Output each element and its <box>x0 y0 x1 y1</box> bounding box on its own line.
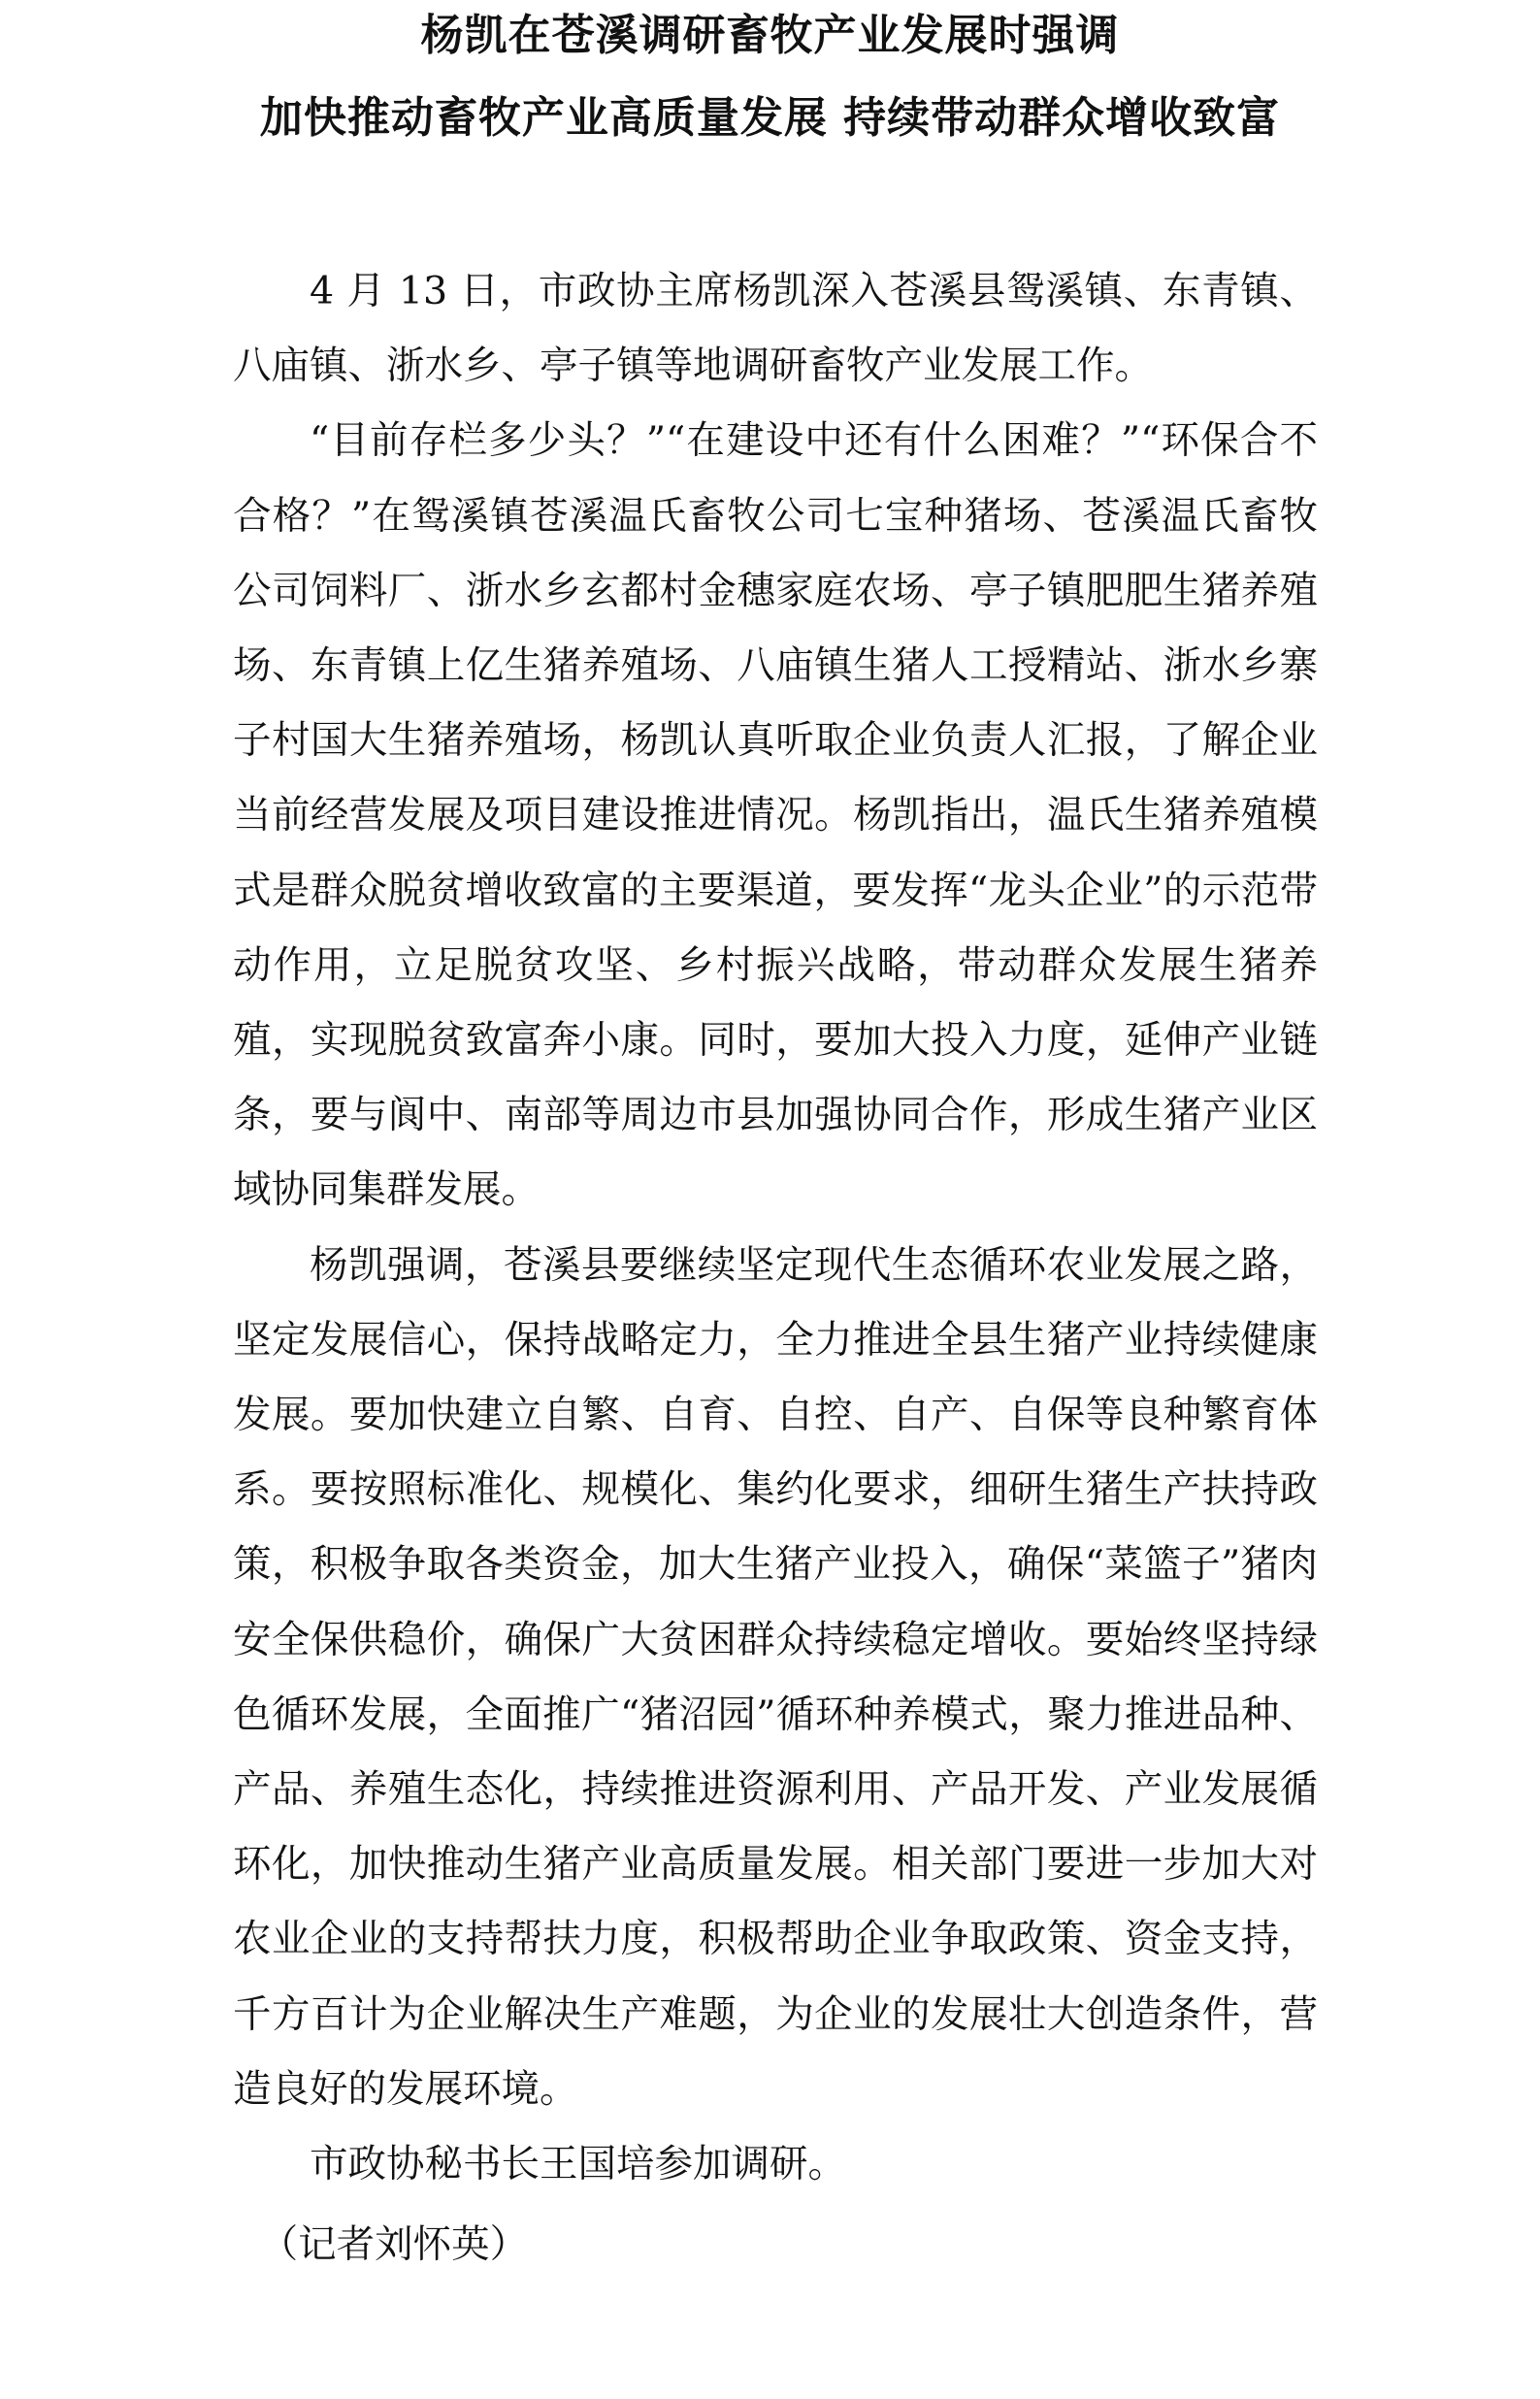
paragraph-2: “目前存栏多少头？”“在建设中还有什么困难？”“环保合不合格？”在鸳溪镇苍溪温氏畜牧公司七宝种猪场、苍溪温氏畜牧公司饲料厂、浙水乡玄都村金穗家庭农场、亭子镇肥肥生猪养殖场、东青镇上亿生猪养殖场、八庙镇生猪人工授精站、浙水乡寨子村国大生猪养殖场，杨凯认真听取企业负责人汇报，了解企业当前经营发展及项目建设推进情况。杨凯指出，温氏生猪养殖模式是群众脱贫增收致富的主要渠道，要发挥“龙头企业”的示范带动作用，立足脱贫攻坚、乡村振兴战略，带动群众发展生猪养殖，实现脱贫致富奔小康。同时，要加大投入力度，延伸产业链条，要与阆中、南部等周边市县加强协同合作，形成生猪产业区域协同集群发展。 <box>233 418 1318 1213</box>
paragraph-1: 4 月 13 日，市政协主席杨凯深入苍溪县鸳溪镇、东青镇、八庙镇、浙水乡、亭子镇等地调研畜牧产业发展工作。 <box>233 269 1318 389</box>
headline-line-2: 加快推动畜牧产业高质量发展 持续带动群众增收致富 <box>259 93 1281 143</box>
headline-line-1: 杨凯在苍溪调研畜牧产业发展时强调 <box>420 11 1120 60</box>
reporter-credit: （记者刘怀英） <box>259 2222 529 2268</box>
article-body <box>233 254 1318 2283</box>
paragraph-3: 杨凯强调，苍溪县要继续坚定现代生态循环农业发展之路，坚定发展信心，保持战略定力，全力推进全县生猪产业持续健康发展。要加快建立自繁、自育、自控、自产、自保等良种繁育体系。要按照标准化、规模化、集约化要求，细研生猪生产扶持政策，积极争取各类资金，加大生猪产业投入，确保“菜篮子”猪肉安全保供稳价，确保广大贫困群众持续稳定增收。要始终坚持绿色循环发展，全面推广“猪沼园”循环种养模式，聚力推进品种、产品、养殖生态化，持续推进资源利用、产品开发、产业发展循环化，加快推动生猪产业高质量发展。相关部门要进一步加大对农业企业的支持帮扶力度，积极帮助企业争取政策、资金支持，千方百计为企业解决生产难题，为企业的发展壮大创造条件，营造良好的发展环境。 <box>233 1242 1318 2112</box>
paragraph-4: 市政协秘书长王国培参加调研。 <box>310 2142 846 2187</box>
